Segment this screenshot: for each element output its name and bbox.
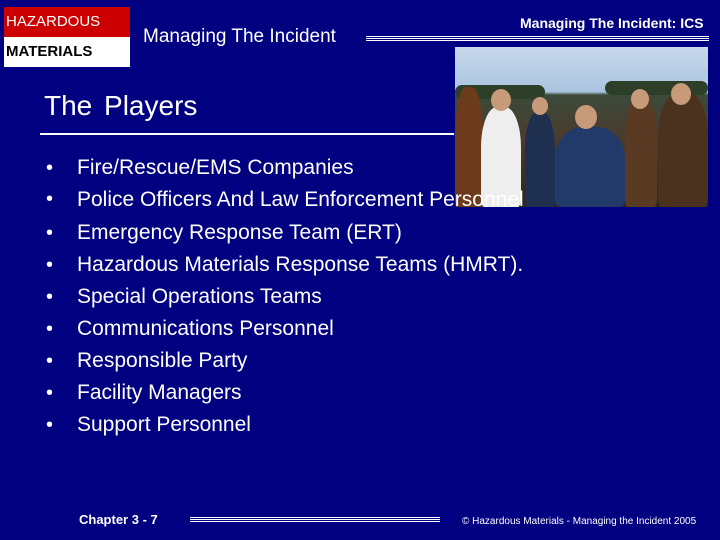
- person-silhouette: [625, 97, 657, 207]
- logo-line-materials: MATERIALS: [6, 43, 93, 60]
- list-item: • Support Personnel: [46, 409, 606, 441]
- list-item: • Hazardous Materials Response Teams (HMRT).: [46, 249, 606, 281]
- person-silhouette: [658, 92, 708, 207]
- bullet-list: [46, 152, 606, 441]
- bullet-icon: •: [46, 414, 54, 436]
- person-head: [491, 89, 511, 111]
- bullet-icon: •: [46, 188, 54, 210]
- person-head: [631, 89, 649, 109]
- list-item: • Facility Managers: [46, 377, 606, 409]
- header-section-title: Managing The Incident: ICS: [520, 15, 704, 31]
- header-title: Managing The Incident: [143, 26, 336, 47]
- list-item: • Special Operations Teams: [46, 281, 606, 313]
- person-head: [532, 97, 548, 115]
- bullet-icon: •: [46, 350, 54, 372]
- bullet-icon: •: [46, 286, 54, 308]
- bullet-icon: •: [46, 382, 54, 404]
- list-item: • Emergency Response Team (ERT): [46, 217, 606, 249]
- list-item: • Police Officers And Law Enforcement Personnel: [46, 185, 606, 214]
- list-item: • Communications Personnel: [46, 313, 606, 345]
- bullet-icon: •: [46, 254, 54, 276]
- chapter-label: Chapter 3 - 7: [79, 512, 158, 527]
- footer-divider: [190, 517, 440, 522]
- person-head: [671, 83, 691, 105]
- slide-title: The Players: [44, 90, 198, 121]
- copyright-notice: © Hazardous Materials - Managing the Incident 2005: [462, 516, 697, 527]
- person-head: [575, 105, 597, 129]
- bullet-icon: •: [46, 222, 54, 244]
- list-item: • Fire/Rescue/EMS Companies: [46, 152, 606, 184]
- bullet-icon: •: [46, 318, 54, 340]
- title-underline: [40, 133, 454, 135]
- bullet-icon: •: [46, 157, 54, 179]
- logo-line-hazardous: HAZARDOUS: [4, 7, 130, 37]
- hazmat-logo: [4, 7, 130, 67]
- header-divider: [366, 36, 709, 41]
- list-item: • Responsible Party: [46, 345, 606, 377]
